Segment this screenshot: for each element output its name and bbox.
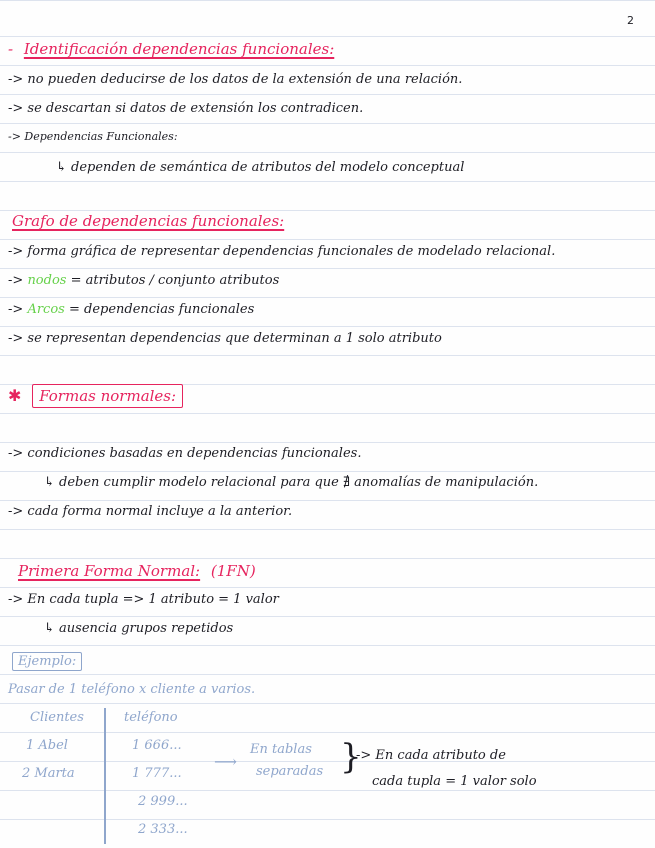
bullet-line: -> no pueden deducirse de los datos de la extensión de una relación.	[8, 72, 463, 87]
bullet-line-nodos	[8, 273, 279, 288]
section-dash: -	[8, 40, 14, 58]
result-line: -> En cada atributo de	[356, 748, 506, 763]
note-separated: En tablas	[250, 742, 312, 757]
table-divider	[104, 708, 106, 844]
table-header-clientes: Clientes	[30, 710, 84, 725]
brace-icon: }	[340, 737, 362, 777]
sub-bullet-line: ↳ ausencia grupos repetidos	[44, 621, 234, 636]
term-nodos: nodos	[27, 273, 67, 288]
page-number: 2	[627, 14, 634, 27]
term-arcos: Arcos	[27, 302, 65, 317]
example-label: Ejemplo:	[12, 652, 82, 671]
arrow: ->	[8, 273, 24, 288]
section-identificacion	[8, 40, 334, 58]
bullet-line: -> cada forma normal incluye a la anterior.	[8, 504, 293, 519]
table-row-phone: 2 333...	[138, 822, 188, 837]
definition: = dependencias funcionales	[68, 302, 255, 317]
sub-bullet-line: ↳ deben cumplir modelo relacional para que ∄ anomalías de manipulación.	[44, 475, 539, 490]
table-row-phone: 1 666...	[132, 738, 182, 753]
bullet-line: -> Dependencias Funcionales:	[8, 130, 178, 143]
table-header-telefono: teléfono	[124, 710, 178, 725]
definition: = atributos / conjunto atributos	[70, 273, 280, 288]
note-separated: separadas	[256, 764, 324, 779]
bullet-line: -> se descartan si datos de extensión los contradicen.	[8, 101, 364, 116]
section-abbr: (1FN)	[210, 562, 256, 580]
arrow: ->	[8, 302, 24, 317]
example-description: Pasar de 1 teléfono x cliente a varios.	[8, 682, 256, 697]
section-title: Formas normales:	[32, 384, 183, 408]
table-row-client: 1 Abel	[26, 738, 68, 753]
bullet-line: -> En cada tupla => 1 atributo = 1 valor	[8, 592, 279, 607]
section-primera-forma	[18, 562, 256, 580]
star-icon: ✱	[8, 386, 22, 405]
bullet-line: -> se representan dependencias que determinan a 1 solo atributo	[8, 331, 442, 346]
sub-bullet-line: ↳ dependen de semántica de atributos del modelo conceptual	[56, 160, 465, 175]
section-title: Grafo de dependencias funcionales:	[12, 212, 285, 230]
bullet-line-arcos	[8, 302, 254, 317]
table-row-client: 2 Marta	[22, 766, 75, 781]
section-title: Identificación dependencias funcionales:	[23, 40, 335, 58]
bullet-line: -> forma gráfica de representar dependencias funcionales de modelado relacional.	[8, 244, 556, 259]
table-row-phone: 2 999...	[138, 794, 188, 809]
section-title: Primera Forma Normal:	[18, 562, 201, 580]
result-line: cada tupla = 1 valor solo	[372, 774, 537, 789]
bullet-line: -> condiciones basadas en dependencias funcionales.	[8, 446, 362, 461]
table-row-phone: 1 777...	[132, 766, 182, 781]
section-formas-normales	[8, 386, 183, 405]
arrow-icon: ⟶	[214, 752, 237, 771]
